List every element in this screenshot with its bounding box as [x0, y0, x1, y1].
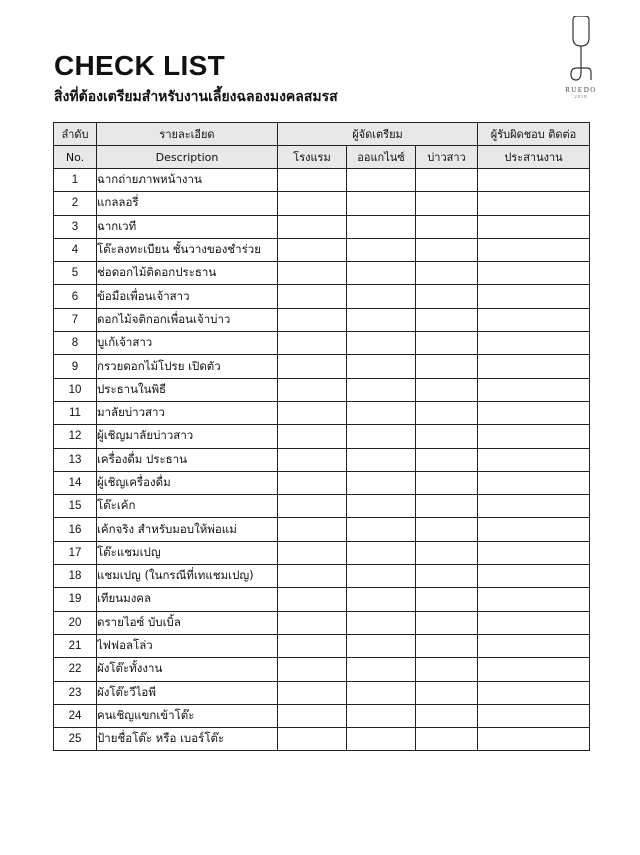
- col-header-responsible-line2: ประสานงาน: [478, 146, 590, 169]
- row-number: 16: [54, 518, 97, 541]
- table-row: [54, 495, 590, 518]
- responsible-cell[interactable]: [478, 378, 590, 401]
- couple-cell[interactable]: [416, 518, 478, 541]
- responsible-cell[interactable]: [478, 308, 590, 331]
- row-number: 3: [54, 215, 97, 238]
- couple-cell[interactable]: [416, 704, 478, 727]
- row-description: ข้อมือเพื่อนเจ้าสาว: [97, 285, 278, 308]
- responsible-cell[interactable]: [478, 448, 590, 471]
- table-row: [54, 169, 590, 192]
- hotel-cell[interactable]: [278, 262, 347, 285]
- row-description: ป้ายชื่อโต๊ะ หรือ เบอร์โต๊ะ: [97, 728, 278, 751]
- row-description: ผู้เชิญมาลัยบ่าวสาว: [97, 425, 278, 448]
- row-number: 2: [54, 192, 97, 215]
- row-description: แชมเปญ (ในกรณีที่เทแชมเปญ): [97, 565, 278, 588]
- organizer-cell[interactable]: [347, 215, 416, 238]
- couple-cell[interactable]: [416, 262, 478, 285]
- hotel-cell[interactable]: [278, 355, 347, 378]
- logo-year: 2018: [574, 94, 588, 99]
- row-number: 14: [54, 471, 97, 494]
- row-number: 17: [54, 541, 97, 564]
- hotel-cell[interactable]: [278, 518, 347, 541]
- responsible-cell[interactable]: [478, 192, 590, 215]
- table-row: [54, 425, 590, 448]
- couple-cell[interactable]: [416, 332, 478, 355]
- checklist-table: [53, 122, 590, 751]
- col-header-organizer: ออแกไนซ์: [347, 146, 416, 169]
- table-row: [54, 448, 590, 471]
- row-description: มาลัยบ่าวสาว: [97, 401, 278, 424]
- row-number: 23: [54, 681, 97, 704]
- row-number: 12: [54, 425, 97, 448]
- header-row-1: [54, 123, 590, 146]
- couple-cell[interactable]: [416, 355, 478, 378]
- row-description: เค้กจริง สำหรับมอบให้พ่อแม่: [97, 518, 278, 541]
- table-row: [54, 262, 590, 285]
- hotel-cell[interactable]: [278, 588, 347, 611]
- organizer-cell[interactable]: [347, 401, 416, 424]
- row-description: ดรายไอซ์ บับเบิ้ล: [97, 611, 278, 634]
- table-row: [54, 308, 590, 331]
- organizer-cell[interactable]: [347, 565, 416, 588]
- couple-cell[interactable]: [416, 565, 478, 588]
- hotel-cell[interactable]: [278, 308, 347, 331]
- hotel-cell[interactable]: [278, 378, 347, 401]
- hotel-cell[interactable]: [278, 425, 347, 448]
- organizer-cell[interactable]: [347, 192, 416, 215]
- header-row-2: [54, 146, 590, 169]
- hotel-cell[interactable]: [278, 565, 347, 588]
- row-number: 13: [54, 448, 97, 471]
- col-header-preparer-group: ผู้จัดเตรียม: [278, 123, 478, 146]
- row-number: 24: [54, 704, 97, 727]
- organizer-cell[interactable]: [347, 588, 416, 611]
- organizer-cell[interactable]: [347, 285, 416, 308]
- responsible-cell[interactable]: [478, 588, 590, 611]
- hotel-cell[interactable]: [278, 401, 347, 424]
- hotel-cell[interactable]: [278, 658, 347, 681]
- couple-cell[interactable]: [416, 378, 478, 401]
- hotel-cell[interactable]: [278, 728, 347, 751]
- couple-cell[interactable]: [416, 215, 478, 238]
- couple-cell[interactable]: [416, 611, 478, 634]
- table-row: [54, 565, 590, 588]
- table-row: [54, 611, 590, 634]
- row-number: 19: [54, 588, 97, 611]
- responsible-cell[interactable]: [478, 658, 590, 681]
- couple-cell[interactable]: [416, 425, 478, 448]
- hotel-cell[interactable]: [278, 192, 347, 215]
- hotel-cell[interactable]: [278, 541, 347, 564]
- table-row: [54, 401, 590, 424]
- organizer-cell[interactable]: [347, 448, 416, 471]
- row-number: 7: [54, 308, 97, 331]
- brand-logo: [556, 16, 606, 106]
- responsible-cell[interactable]: [478, 332, 590, 355]
- couple-cell[interactable]: [416, 308, 478, 331]
- couple-cell[interactable]: [416, 495, 478, 518]
- row-number: 20: [54, 611, 97, 634]
- couple-cell[interactable]: [416, 471, 478, 494]
- row-number: 1: [54, 169, 97, 192]
- hotel-cell[interactable]: [278, 495, 347, 518]
- table-row: [54, 518, 590, 541]
- row-description: ดอกไม้จติกอกเพื่อนเจ้าบ่าว: [97, 308, 278, 331]
- row-number: 22: [54, 658, 97, 681]
- hotel-cell[interactable]: [278, 634, 347, 657]
- organizer-cell[interactable]: [347, 355, 416, 378]
- responsible-cell[interactable]: [478, 634, 590, 657]
- responsible-cell[interactable]: [478, 471, 590, 494]
- row-number: 15: [54, 495, 97, 518]
- col-header-responsible-line1: ผู้รับผิดชอบ ติดต่อ: [478, 123, 590, 146]
- responsible-cell[interactable]: [478, 541, 590, 564]
- responsible-cell[interactable]: [478, 401, 590, 424]
- responsible-cell[interactable]: [478, 285, 590, 308]
- organizer-cell[interactable]: [347, 728, 416, 751]
- row-description: เทียนมงคล: [97, 588, 278, 611]
- row-number: 9: [54, 355, 97, 378]
- row-description: เครื่องดื่ม ประธาน: [97, 448, 278, 471]
- responsible-cell[interactable]: [478, 565, 590, 588]
- table-row: [54, 215, 590, 238]
- col-header-no-en: No.: [54, 146, 97, 169]
- responsible-cell[interactable]: [478, 518, 590, 541]
- table-row: [54, 285, 590, 308]
- hotel-cell[interactable]: [278, 285, 347, 308]
- row-number: 21: [54, 634, 97, 657]
- hotel-cell[interactable]: [278, 448, 347, 471]
- row-description: โต๊ะลงทะเบียน ชั้นวางของชำร่วย: [97, 238, 278, 261]
- hotel-cell[interactable]: [278, 332, 347, 355]
- hotel-cell[interactable]: [278, 238, 347, 261]
- organizer-cell[interactable]: [347, 332, 416, 355]
- responsible-cell[interactable]: [478, 681, 590, 704]
- organizer-cell[interactable]: [347, 634, 416, 657]
- table-row: [54, 192, 590, 215]
- organizer-cell[interactable]: [347, 681, 416, 704]
- row-number: 5: [54, 262, 97, 285]
- row-number: 4: [54, 238, 97, 261]
- col-header-desc-th: รายละเอียด: [97, 123, 278, 146]
- hotel-cell[interactable]: [278, 471, 347, 494]
- couple-cell[interactable]: [416, 681, 478, 704]
- couple-cell[interactable]: [416, 728, 478, 751]
- responsible-cell[interactable]: [478, 215, 590, 238]
- row-description: โต๊ะแชมเปญ: [97, 541, 278, 564]
- couple-cell[interactable]: [416, 192, 478, 215]
- row-description: ช่อดอกไม้ติดอกประธาน: [97, 262, 278, 285]
- couple-cell[interactable]: [416, 588, 478, 611]
- row-number: 6: [54, 285, 97, 308]
- table-row: [54, 658, 590, 681]
- page-title: CHECK LIST: [54, 50, 225, 81]
- col-header-hotel: โรงแรม: [278, 146, 347, 169]
- table-row: [54, 681, 590, 704]
- row-number: 8: [54, 332, 97, 355]
- col-header-no-th: ลำดับ: [54, 123, 97, 146]
- responsible-cell[interactable]: [478, 611, 590, 634]
- responsible-cell[interactable]: [478, 355, 590, 378]
- row-description: แกลลอรี่: [97, 192, 278, 215]
- organizer-cell[interactable]: [347, 262, 416, 285]
- row-description: ผังโต๊ะทั้งงาน: [97, 658, 278, 681]
- row-description: บูเก้เจ้าสาว: [97, 332, 278, 355]
- table-row: [54, 541, 590, 564]
- row-number: 11: [54, 401, 97, 424]
- table-row: [54, 238, 590, 261]
- hotel-cell[interactable]: [278, 215, 347, 238]
- table-row: [54, 634, 590, 657]
- table-row: [54, 588, 590, 611]
- table-row: [54, 471, 590, 494]
- organizer-cell[interactable]: [347, 518, 416, 541]
- row-description: คนเชิญแขกเข้าโต๊ะ: [97, 704, 278, 727]
- responsible-cell[interactable]: [478, 728, 590, 751]
- responsible-cell[interactable]: [478, 238, 590, 261]
- row-description: ผังโต๊ะวีไอพี: [97, 681, 278, 704]
- row-description: ประธานในพิธี: [97, 378, 278, 401]
- couple-cell[interactable]: [416, 658, 478, 681]
- organizer-cell[interactable]: [347, 425, 416, 448]
- row-description: ผู้เชิญเครื่องดื่ม: [97, 471, 278, 494]
- responsible-cell[interactable]: [478, 704, 590, 727]
- table-row: [54, 728, 590, 751]
- row-description: โต๊ะเค้ก: [97, 495, 278, 518]
- row-description: ฉากเวที: [97, 215, 278, 238]
- row-number: 18: [54, 565, 97, 588]
- row-number: 10: [54, 378, 97, 401]
- row-description: ไฟฟอลโล่ว: [97, 634, 278, 657]
- couple-cell[interactable]: [416, 541, 478, 564]
- organizer-cell[interactable]: [347, 471, 416, 494]
- couple-cell[interactable]: [416, 169, 478, 192]
- page-subtitle: สิ่งที่ต้องเตรียมสำหรับงานเลี้ยงฉลองมงคลสมรส: [54, 89, 338, 105]
- table-row: [54, 704, 590, 727]
- responsible-cell[interactable]: [478, 495, 590, 518]
- hotel-cell[interactable]: [278, 611, 347, 634]
- logo-wordmark: RUEDO: [565, 86, 597, 94]
- col-header-desc-en: Description: [97, 146, 278, 169]
- organizer-cell[interactable]: [347, 541, 416, 564]
- table-row: [54, 378, 590, 401]
- hotel-cell[interactable]: [278, 704, 347, 727]
- organizer-cell[interactable]: [347, 704, 416, 727]
- hotel-cell[interactable]: [278, 169, 347, 192]
- couple-cell[interactable]: [416, 285, 478, 308]
- couple-cell[interactable]: [416, 401, 478, 424]
- couple-cell[interactable]: [416, 238, 478, 261]
- organizer-cell[interactable]: [347, 611, 416, 634]
- table-row: [54, 355, 590, 378]
- responsible-cell[interactable]: [478, 169, 590, 192]
- responsible-cell[interactable]: [478, 425, 590, 448]
- couple-cell[interactable]: [416, 448, 478, 471]
- ruedo-monogram-icon: [568, 16, 594, 84]
- col-header-couple: บ่าวสาว: [416, 146, 478, 169]
- row-number: 25: [54, 728, 97, 751]
- table-row: [54, 332, 590, 355]
- couple-cell[interactable]: [416, 634, 478, 657]
- organizer-cell[interactable]: [347, 658, 416, 681]
- organizer-cell[interactable]: [347, 238, 416, 261]
- hotel-cell[interactable]: [278, 681, 347, 704]
- responsible-cell[interactable]: [478, 262, 590, 285]
- row-description: กรวยดอกไม้โปรย เปิดตัว: [97, 355, 278, 378]
- row-description: ฉากถ่ายภาพหน้างาน: [97, 169, 278, 192]
- organizer-cell[interactable]: [347, 495, 416, 518]
- organizer-cell[interactable]: [347, 308, 416, 331]
- organizer-cell[interactable]: [347, 378, 416, 401]
- organizer-cell[interactable]: [347, 169, 416, 192]
